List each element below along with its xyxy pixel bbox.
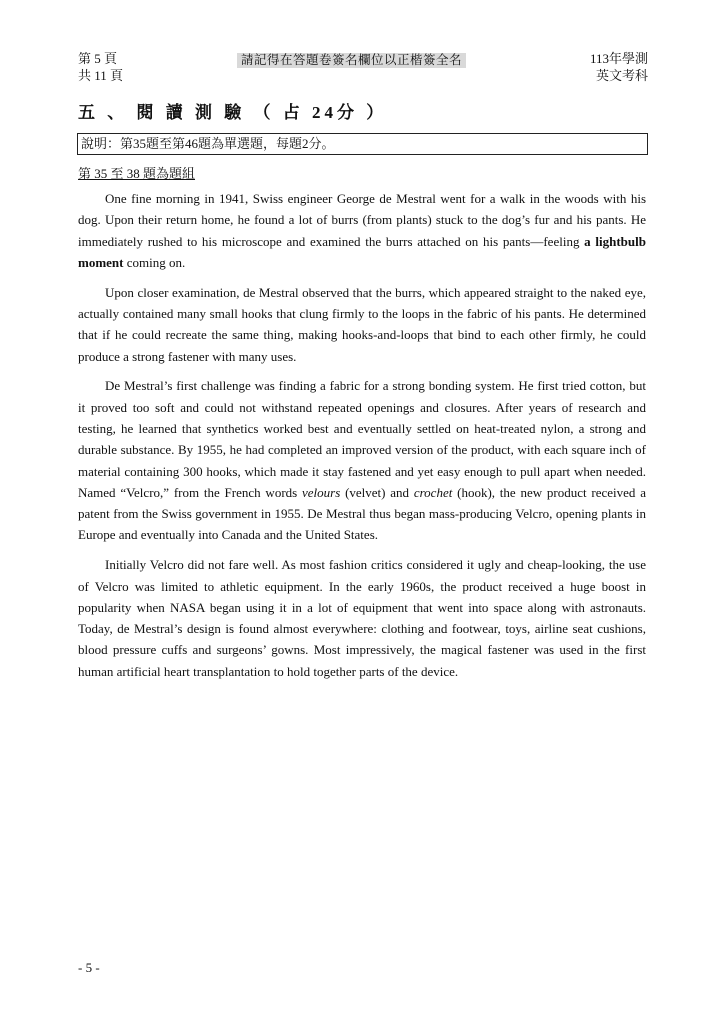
signature-notice: 請記得在答題卷簽名欄位以正楷簽全名 <box>237 53 466 68</box>
page-footer-number: - 5 - <box>78 960 100 975</box>
page-header-left <box>78 50 123 84</box>
exam-year: 113年學測 <box>589 51 648 66</box>
reading-passage <box>78 188 646 691</box>
page-number-header: 第 5 頁 <box>78 51 118 66</box>
passage-paragraph-4: Initially Velcro did not fare well. As most fashion critics considered it ugly and cheap-looking, the use of Velcro was limited to athletic equipment. In the early 1960s, the product received a huge boost in popularity when NASA began using it in a lot of equipment that went into space along with astronauts. Today, de Mestral’s design is found almost everywhere: clothing and footwear, toys, airline seat cushions, blood pressure cuffs and surgeons’ gowns. Most impressively, the magical fastener was used in the first human artificial heart transplantation to hold together parts of the device. <box>78 557 646 679</box>
passage-paragraph-2: Upon closer examination, de Mestral observed that the burrs, which appeared straight to the naked eye, actually contained many small hooks that clung firmly to the loops in the fabric of his pants. He determined that if he could recreate the same thing, making hooks-and-loops that bind to each other firmly, he could produce a strong fastener with many uses. <box>78 284 646 364</box>
french-word-crochet: crochet <box>413 484 453 500</box>
french-word-velours: velours <box>302 484 341 500</box>
question-group-label: 第 35 至 38 題為題組 <box>78 166 196 181</box>
page-header-right <box>590 50 648 84</box>
passage-paragraph-1: One fine morning in 1941, Swiss engineer George de Mestral went for a walk in the woods with his dog. Upon their return home, he found a lot of burrs (from plants) stuck to the dog’s fur and his pants. He immediately rushed to his microscope and examined the burrs attached on his pants—feeling a lightbulb moment coming on. <box>78 191 646 270</box>
highlighted-phrase: a lightbulb moment <box>78 233 646 270</box>
section-title: 五 、 閱 讀 測 驗 （ 占 24分 ） <box>78 103 388 122</box>
instructions-box: 說明：第35題至第46題為單選題，每題2分。 <box>77 133 648 155</box>
passage-paragraph-3: De Mestral’s first challenge was finding a fabric for a strong bonding system. He first tried cotton, but it proved too soft and could not withstand repeated openings and closures. After years of research and testing, he learned that synthetics worked best and eventually settled on heat-treated nylon, a strong and durable substance. By 1955, he had completed an improved version of the product, with each square inch of material containing 300 hooks, which made it stay fastened and yet easy enough to pull apart when needed. Named “Velcro,” from the French words velours (velvet) and crochet (hook), the new product received a patent from the Swiss government in 1955. De Mestral thus began mass-producing Velcro, opening plants in Europe and eventually into Canada and the United States. <box>78 378 646 543</box>
subject-name: 英文考科 <box>595 68 648 83</box>
total-pages-header: 共 11 頁 <box>78 68 124 83</box>
